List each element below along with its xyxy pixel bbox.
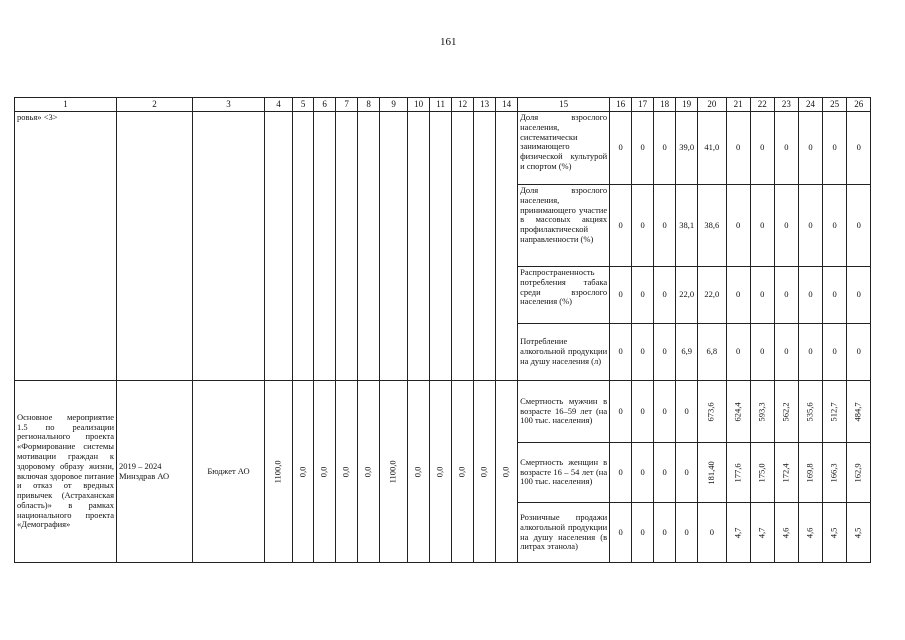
indicator-value: 0 — [798, 324, 822, 381]
indicator-value: 0 — [847, 324, 871, 381]
funding-cell — [496, 112, 518, 381]
indicator-value: 0 — [823, 324, 847, 381]
indicator-value-cell — [798, 503, 822, 563]
header-cell: 10 — [408, 98, 430, 112]
header-cell: 22 — [750, 98, 774, 112]
indicator-value-cell — [750, 443, 774, 503]
indicator-value-cell — [847, 443, 871, 503]
indicator-value: 169,8 — [804, 462, 815, 483]
indicator-value: 0 — [632, 503, 654, 563]
indicator-name: Доля взрослого населения, систематически занимающего физической культурой и спортом (%) — [518, 112, 610, 185]
indicator-value: 0 — [654, 112, 676, 185]
header-cell: 3 — [193, 98, 265, 112]
header-cell: 19 — [676, 98, 698, 112]
period-cell: 2019 – 2024 Минздрав АО — [117, 381, 193, 563]
indicator-value: 0 — [654, 503, 676, 563]
indicator-value: 0 — [847, 112, 871, 185]
header-cell: 13 — [474, 98, 496, 112]
funding-cell — [452, 381, 474, 563]
event-name-cell: ровья» <3> — [15, 112, 117, 381]
indicator-value: 0 — [654, 267, 676, 324]
indicator-value: 0 — [823, 267, 847, 324]
header-row — [15, 98, 871, 112]
funding-cell — [358, 381, 380, 563]
indicator-value: 0 — [698, 503, 726, 563]
indicator-value: 0 — [632, 267, 654, 324]
funding-cell — [293, 381, 314, 563]
indicator-value-cell — [726, 503, 750, 563]
funding-value: 0,0 — [434, 466, 445, 477]
indicator-value: 0 — [726, 112, 750, 185]
indicator-value: 593,3 — [756, 401, 767, 422]
funding-value: 0,0 — [297, 466, 308, 477]
indicator-value: 0 — [610, 185, 632, 267]
indicator-value: 0 — [632, 112, 654, 185]
indicator-value: 175,0 — [756, 462, 767, 483]
funding-cell — [265, 112, 293, 381]
funding-value: 0,0 — [456, 466, 467, 477]
header-cell: 8 — [358, 98, 380, 112]
indicator-value: 0 — [750, 112, 774, 185]
funding-value: 0,0 — [340, 466, 351, 477]
indicator-value: 0 — [610, 381, 632, 443]
source-cell: Бюджет АО — [193, 381, 265, 563]
header-cell: 5 — [293, 98, 314, 112]
indicator-value-cell — [698, 443, 726, 503]
funding-cell — [380, 381, 408, 563]
indicator-value: 0 — [774, 185, 798, 267]
indicator-value: 0 — [750, 185, 774, 267]
header-cell: 26 — [847, 98, 871, 112]
funding-value: 0,0 — [318, 466, 329, 477]
indicator-value: 4,5 — [828, 527, 839, 538]
indicator-value: 0 — [774, 324, 798, 381]
indicator-value: 0 — [654, 381, 676, 443]
indicator-value: 0 — [676, 443, 698, 503]
header-cell: 16 — [610, 98, 632, 112]
indicator-name: Смертность мужчин в возрасте 16–59 лет (на 100 тыс. населения) — [518, 381, 610, 443]
indicator-value: 0 — [654, 185, 676, 267]
indicator-name: Розничные продажи алкогольной продукции на душу населения (в литрах этанола) — [518, 503, 610, 563]
indicator-name: Потребление алкогольной продукции на душу населения (л) — [518, 324, 610, 381]
page-number: 161 — [440, 36, 457, 48]
indicator-value: 624,4 — [732, 401, 743, 422]
header-cell: 9 — [380, 98, 408, 112]
funding-cell — [474, 112, 496, 381]
indicator-value-cell — [774, 381, 798, 443]
indicator-value: 162,9 — [852, 462, 863, 483]
header-cell: 24 — [798, 98, 822, 112]
indicator-value: 0 — [823, 185, 847, 267]
indicator-value: 172,4 — [780, 462, 791, 483]
header-cell: 18 — [654, 98, 676, 112]
funding-cell — [474, 381, 496, 563]
indicator-value: 0 — [726, 324, 750, 381]
indicator-name: Доля взрослого населения, принимающего участие в массовых акциях профилактической направленности (%) — [518, 185, 610, 267]
indicator-value: 177,6 — [732, 462, 743, 483]
indicator-value: 0 — [847, 267, 871, 324]
funding-cell — [314, 112, 336, 381]
program-table — [14, 97, 871, 563]
header-cell: 23 — [774, 98, 798, 112]
indicator-name: Распространенность потребления табака среди взрослого населения (%) — [518, 267, 610, 324]
indicator-value-cell — [774, 443, 798, 503]
indicator-value: 0 — [632, 324, 654, 381]
indicator-value: 4,7 — [732, 527, 743, 538]
indicator-value: 0 — [654, 324, 676, 381]
funding-cell — [430, 381, 452, 563]
indicator-value: 4,7 — [756, 527, 767, 538]
indicator-value: 0 — [610, 112, 632, 185]
header-cell: 7 — [336, 98, 358, 112]
indicator-value: 166,3 — [828, 462, 839, 483]
funding-value: 0,0 — [412, 466, 423, 477]
indicator-value: 0 — [610, 324, 632, 381]
indicator-value-cell — [847, 381, 871, 443]
indicator-value: 22,0 — [698, 267, 726, 324]
indicator-value: 562,2 — [780, 401, 791, 422]
header-cell: 15 — [518, 98, 610, 112]
indicator-value: 0 — [632, 185, 654, 267]
indicator-value-cell — [823, 381, 847, 443]
indicator-value-cell — [847, 503, 871, 563]
indicator-value: 0 — [847, 185, 871, 267]
indicator-value-cell — [798, 381, 822, 443]
event-name-cell: Основное мероприятие 1.5 по реализации регионального проекта «Формирование системы мотивации граждан к здоровому образу жизни, включая здоровое питание и отказ от вредных привычек (Астраханская область)» в рамках национального проекта «Демография» — [15, 381, 117, 563]
indicator-value: 0 — [774, 267, 798, 324]
period-cell — [117, 112, 193, 381]
indicator-value: 41,0 — [698, 112, 726, 185]
indicator-value: 0 — [676, 503, 698, 563]
indicator-value: 673,6 — [705, 401, 716, 422]
header-cell: 21 — [726, 98, 750, 112]
indicator-value: 0 — [774, 112, 798, 185]
indicator-name: Смертность женщин в возрасте 16 – 54 лет (на 100 тыс. населения) — [518, 443, 610, 503]
funding-cell — [430, 112, 452, 381]
funding-cell — [265, 381, 293, 563]
funding-cell — [452, 112, 474, 381]
indicator-value-cell — [750, 503, 774, 563]
indicator-value: 22,0 — [676, 267, 698, 324]
header-cell: 17 — [632, 98, 654, 112]
funding-cell — [408, 381, 430, 563]
indicator-value: 0 — [726, 185, 750, 267]
funding-cell — [336, 112, 358, 381]
indicator-value-cell — [726, 381, 750, 443]
indicator-value: 0 — [632, 443, 654, 503]
table-row — [15, 381, 871, 443]
funding-cell — [336, 381, 358, 563]
indicator-value-cell — [774, 503, 798, 563]
indicator-value: 484,7 — [852, 401, 863, 422]
header-cell: 6 — [314, 98, 336, 112]
indicator-value-cell — [750, 381, 774, 443]
funding-value: 1100,0 — [272, 459, 283, 484]
funding-value: 0,0 — [500, 466, 511, 477]
table-row — [15, 112, 871, 185]
source-cell — [193, 112, 265, 381]
funding-value: 0,0 — [478, 466, 489, 477]
indicator-value-cell — [726, 443, 750, 503]
funding-cell — [314, 381, 336, 563]
indicator-value: 0 — [798, 112, 822, 185]
indicator-value-cell — [698, 381, 726, 443]
header-cell: 1 — [15, 98, 117, 112]
indicator-value: 181,40 — [705, 460, 716, 485]
funding-cell — [408, 112, 430, 381]
indicator-value-cell — [798, 443, 822, 503]
indicator-value: 0 — [610, 267, 632, 324]
funding-cell — [358, 112, 380, 381]
funding-value: 0,0 — [362, 466, 373, 477]
indicator-value: 38,1 — [676, 185, 698, 267]
indicator-value: 4,6 — [804, 527, 815, 538]
header-cell: 2 — [117, 98, 193, 112]
indicator-value: 535,6 — [804, 401, 815, 422]
indicator-value: 0 — [798, 185, 822, 267]
indicator-value: 0 — [654, 443, 676, 503]
header-cell: 4 — [265, 98, 293, 112]
header-cell: 25 — [823, 98, 847, 112]
indicator-value: 0 — [823, 112, 847, 185]
header-cell: 20 — [698, 98, 726, 112]
indicator-value: 512,7 — [828, 401, 839, 422]
indicator-value: 0 — [798, 267, 822, 324]
funding-cell — [496, 381, 518, 563]
funding-cell — [293, 112, 314, 381]
indicator-value-cell — [823, 443, 847, 503]
indicator-value: 0 — [632, 381, 654, 443]
funding-value: 1100,0 — [387, 459, 398, 484]
indicator-value: 39,0 — [676, 112, 698, 185]
indicator-value: 0 — [610, 503, 632, 563]
indicator-value: 0 — [750, 267, 774, 324]
indicator-value: 4,5 — [852, 527, 863, 538]
indicator-value: 0 — [750, 324, 774, 381]
indicator-value: 4,6 — [780, 527, 791, 538]
header-cell: 11 — [430, 98, 452, 112]
indicator-value: 6,9 — [676, 324, 698, 381]
header-cell: 12 — [452, 98, 474, 112]
indicator-value: 0 — [726, 267, 750, 324]
indicator-value: 0 — [676, 381, 698, 443]
indicator-value: 0 — [610, 443, 632, 503]
indicator-value: 6,8 — [698, 324, 726, 381]
header-cell: 14 — [496, 98, 518, 112]
funding-cell — [380, 112, 408, 381]
indicator-value-cell — [823, 503, 847, 563]
indicator-value: 38,6 — [698, 185, 726, 267]
